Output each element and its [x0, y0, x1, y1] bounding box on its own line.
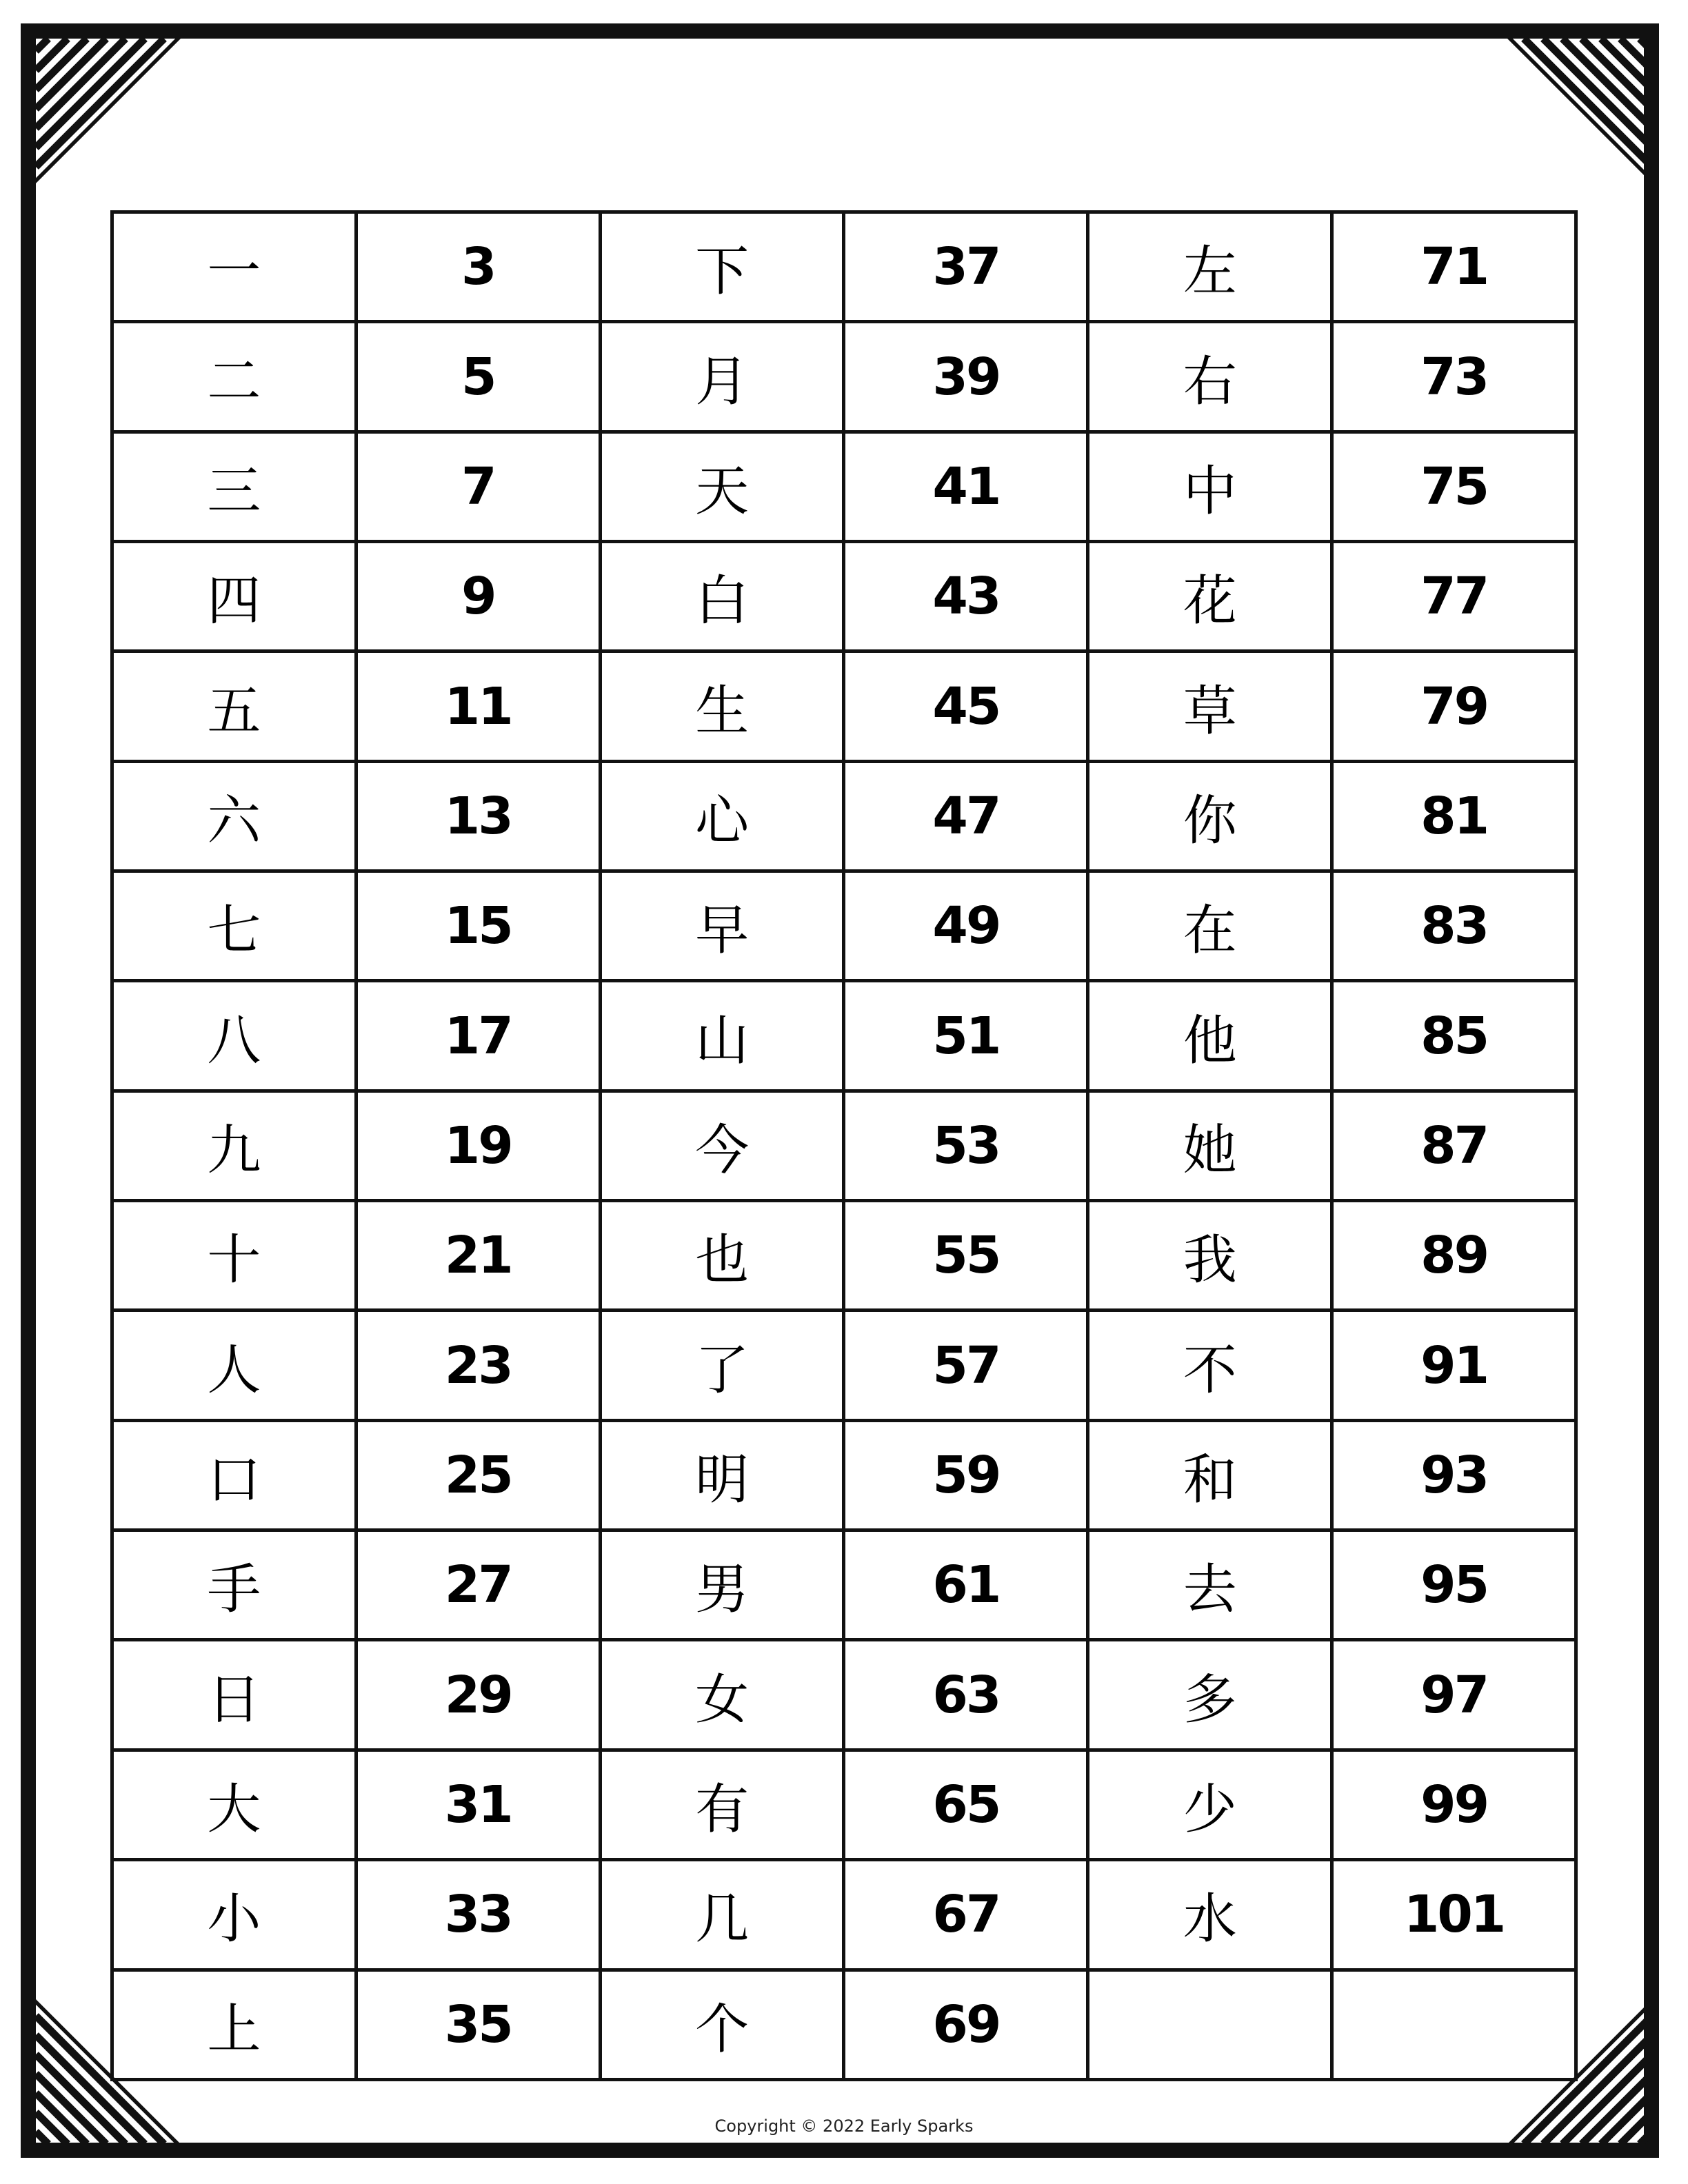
character-cell: 四 — [112, 542, 356, 651]
grid-body — [112, 212, 1576, 2080]
number-cell: 53 — [844, 1091, 1088, 1200]
character-cell: 一 — [112, 212, 356, 322]
table-row — [112, 212, 1576, 322]
number-cell: 91 — [1332, 1311, 1576, 1420]
character-cell: 和 — [1088, 1420, 1332, 1530]
number-cell: 5 — [356, 322, 600, 432]
table-row — [112, 651, 1576, 761]
number-cell: 75 — [1332, 432, 1576, 541]
number-cell: 81 — [1332, 761, 1576, 871]
number-cell: 83 — [1332, 871, 1576, 981]
table-row — [112, 1091, 1576, 1200]
number-cell: 61 — [844, 1530, 1088, 1640]
character-cell: 不 — [1088, 1311, 1332, 1420]
number-cell: 45 — [844, 651, 1088, 761]
character-cell: 九 — [112, 1091, 356, 1200]
number-cell: 47 — [844, 761, 1088, 871]
character-cell: 六 — [112, 761, 356, 871]
character-cell: 二 — [112, 322, 356, 432]
character-cell: 他 — [1088, 981, 1332, 1091]
number-cell: 59 — [844, 1420, 1088, 1530]
character-cell: 八 — [112, 981, 356, 1091]
character-cell: 少 — [1088, 1750, 1332, 1859]
number-cell: 57 — [844, 1311, 1088, 1420]
character-cell: 中 — [1088, 432, 1332, 541]
number-cell: 11 — [356, 651, 600, 761]
character-number-grid — [110, 210, 1578, 2081]
character-cell: 左 — [1088, 212, 1332, 322]
number-cell: 63 — [844, 1640, 1088, 1750]
number-cell: 29 — [356, 1640, 600, 1750]
character-cell: 你 — [1088, 761, 1332, 871]
character-cell: 右 — [1088, 322, 1332, 432]
character-cell: 人 — [112, 1311, 356, 1420]
number-cell: 19 — [356, 1091, 600, 1200]
table-row — [112, 1530, 1576, 1640]
number-cell: 97 — [1332, 1640, 1576, 1750]
character-cell: 也 — [600, 1201, 844, 1311]
character-cell: 三 — [112, 432, 356, 541]
number-cell: 39 — [844, 322, 1088, 432]
character-cell: 我 — [1088, 1201, 1332, 1311]
character-cell: 早 — [600, 871, 844, 981]
character-cell: 了 — [600, 1311, 844, 1420]
number-cell: 7 — [356, 432, 600, 541]
table-row — [112, 1970, 1576, 2080]
number-cell: 31 — [356, 1750, 600, 1859]
character-cell: 五 — [112, 651, 356, 761]
number-cell: 41 — [844, 432, 1088, 541]
table-row — [112, 1201, 1576, 1311]
number-cell: 37 — [844, 212, 1088, 322]
number-cell: 69 — [844, 1970, 1088, 2080]
table-row — [112, 1860, 1576, 1970]
number-cell: 73 — [1332, 322, 1576, 432]
character-cell: 下 — [600, 212, 844, 322]
corner-stripes-top-right — [1507, 39, 1652, 183]
number-cell: 15 — [356, 871, 600, 981]
character-cell: 七 — [112, 871, 356, 981]
number-cell: 87 — [1332, 1091, 1576, 1200]
number-cell: 67 — [844, 1860, 1088, 1970]
character-cell: 口 — [112, 1420, 356, 1530]
table-row — [112, 761, 1576, 871]
number-cell: 17 — [356, 981, 600, 1091]
character-cell: 草 — [1088, 651, 1332, 761]
number-cell: 95 — [1332, 1530, 1576, 1640]
number-cell: 27 — [356, 1530, 600, 1640]
number-cell: 71 — [1332, 212, 1576, 322]
number-cell: 35 — [356, 1970, 600, 2080]
number-cell — [1332, 1970, 1576, 2080]
number-cell: 55 — [844, 1201, 1088, 1311]
number-cell: 33 — [356, 1860, 600, 1970]
table-row — [112, 1420, 1576, 1530]
character-cell: 上 — [112, 1970, 356, 2080]
character-cell: 有 — [600, 1750, 844, 1859]
character-cell: 几 — [600, 1860, 844, 1970]
number-cell: 23 — [356, 1311, 600, 1420]
number-cell: 49 — [844, 871, 1088, 981]
number-cell: 43 — [844, 542, 1088, 651]
character-cell: 明 — [600, 1420, 844, 1530]
character-cell: 小 — [112, 1860, 356, 1970]
number-cell: 3 — [356, 212, 600, 322]
number-cell: 93 — [1332, 1420, 1576, 1530]
table-row — [112, 871, 1576, 981]
number-cell: 77 — [1332, 542, 1576, 651]
number-cell: 65 — [844, 1750, 1088, 1859]
character-cell: 在 — [1088, 871, 1332, 981]
character-cell: 生 — [600, 651, 844, 761]
number-cell: 21 — [356, 1201, 600, 1311]
character-cell: 手 — [112, 1530, 356, 1640]
table-row — [112, 542, 1576, 651]
character-cell: 白 — [600, 542, 844, 651]
character-cell: 大 — [112, 1750, 356, 1859]
character-cell: 日 — [112, 1640, 356, 1750]
table-row — [112, 1640, 1576, 1750]
number-cell: 85 — [1332, 981, 1576, 1091]
character-cell: 十 — [112, 1201, 356, 1311]
number-cell: 99 — [1332, 1750, 1576, 1859]
number-cell: 13 — [356, 761, 600, 871]
table-row — [112, 432, 1576, 541]
character-cell — [1088, 1970, 1332, 2080]
table-row — [112, 1750, 1576, 1859]
character-cell: 男 — [600, 1530, 844, 1640]
character-cell: 花 — [1088, 542, 1332, 651]
number-cell: 79 — [1332, 651, 1576, 761]
character-cell: 今 — [600, 1091, 844, 1200]
number-cell: 9 — [356, 542, 600, 651]
table-row — [112, 1311, 1576, 1420]
number-cell: 89 — [1332, 1201, 1576, 1311]
number-cell: 25 — [356, 1420, 600, 1530]
table-row — [112, 981, 1576, 1091]
character-cell: 多 — [1088, 1640, 1332, 1750]
character-cell: 天 — [600, 432, 844, 541]
character-cell: 去 — [1088, 1530, 1332, 1640]
character-cell: 个 — [600, 1970, 844, 2080]
character-cell: 她 — [1088, 1091, 1332, 1200]
character-cell: 心 — [600, 761, 844, 871]
copyright-footer: Copyright © 2022 Early Sparks — [714, 2116, 974, 2136]
character-cell: 山 — [600, 981, 844, 1091]
character-cell: 水 — [1088, 1860, 1332, 1970]
number-cell: 51 — [844, 981, 1088, 1091]
number-cell: 101 — [1332, 1860, 1576, 1970]
table-row — [112, 322, 1576, 432]
character-cell: 月 — [600, 322, 844, 432]
character-cell: 女 — [600, 1640, 844, 1750]
corner-stripes-top-left — [36, 39, 181, 183]
